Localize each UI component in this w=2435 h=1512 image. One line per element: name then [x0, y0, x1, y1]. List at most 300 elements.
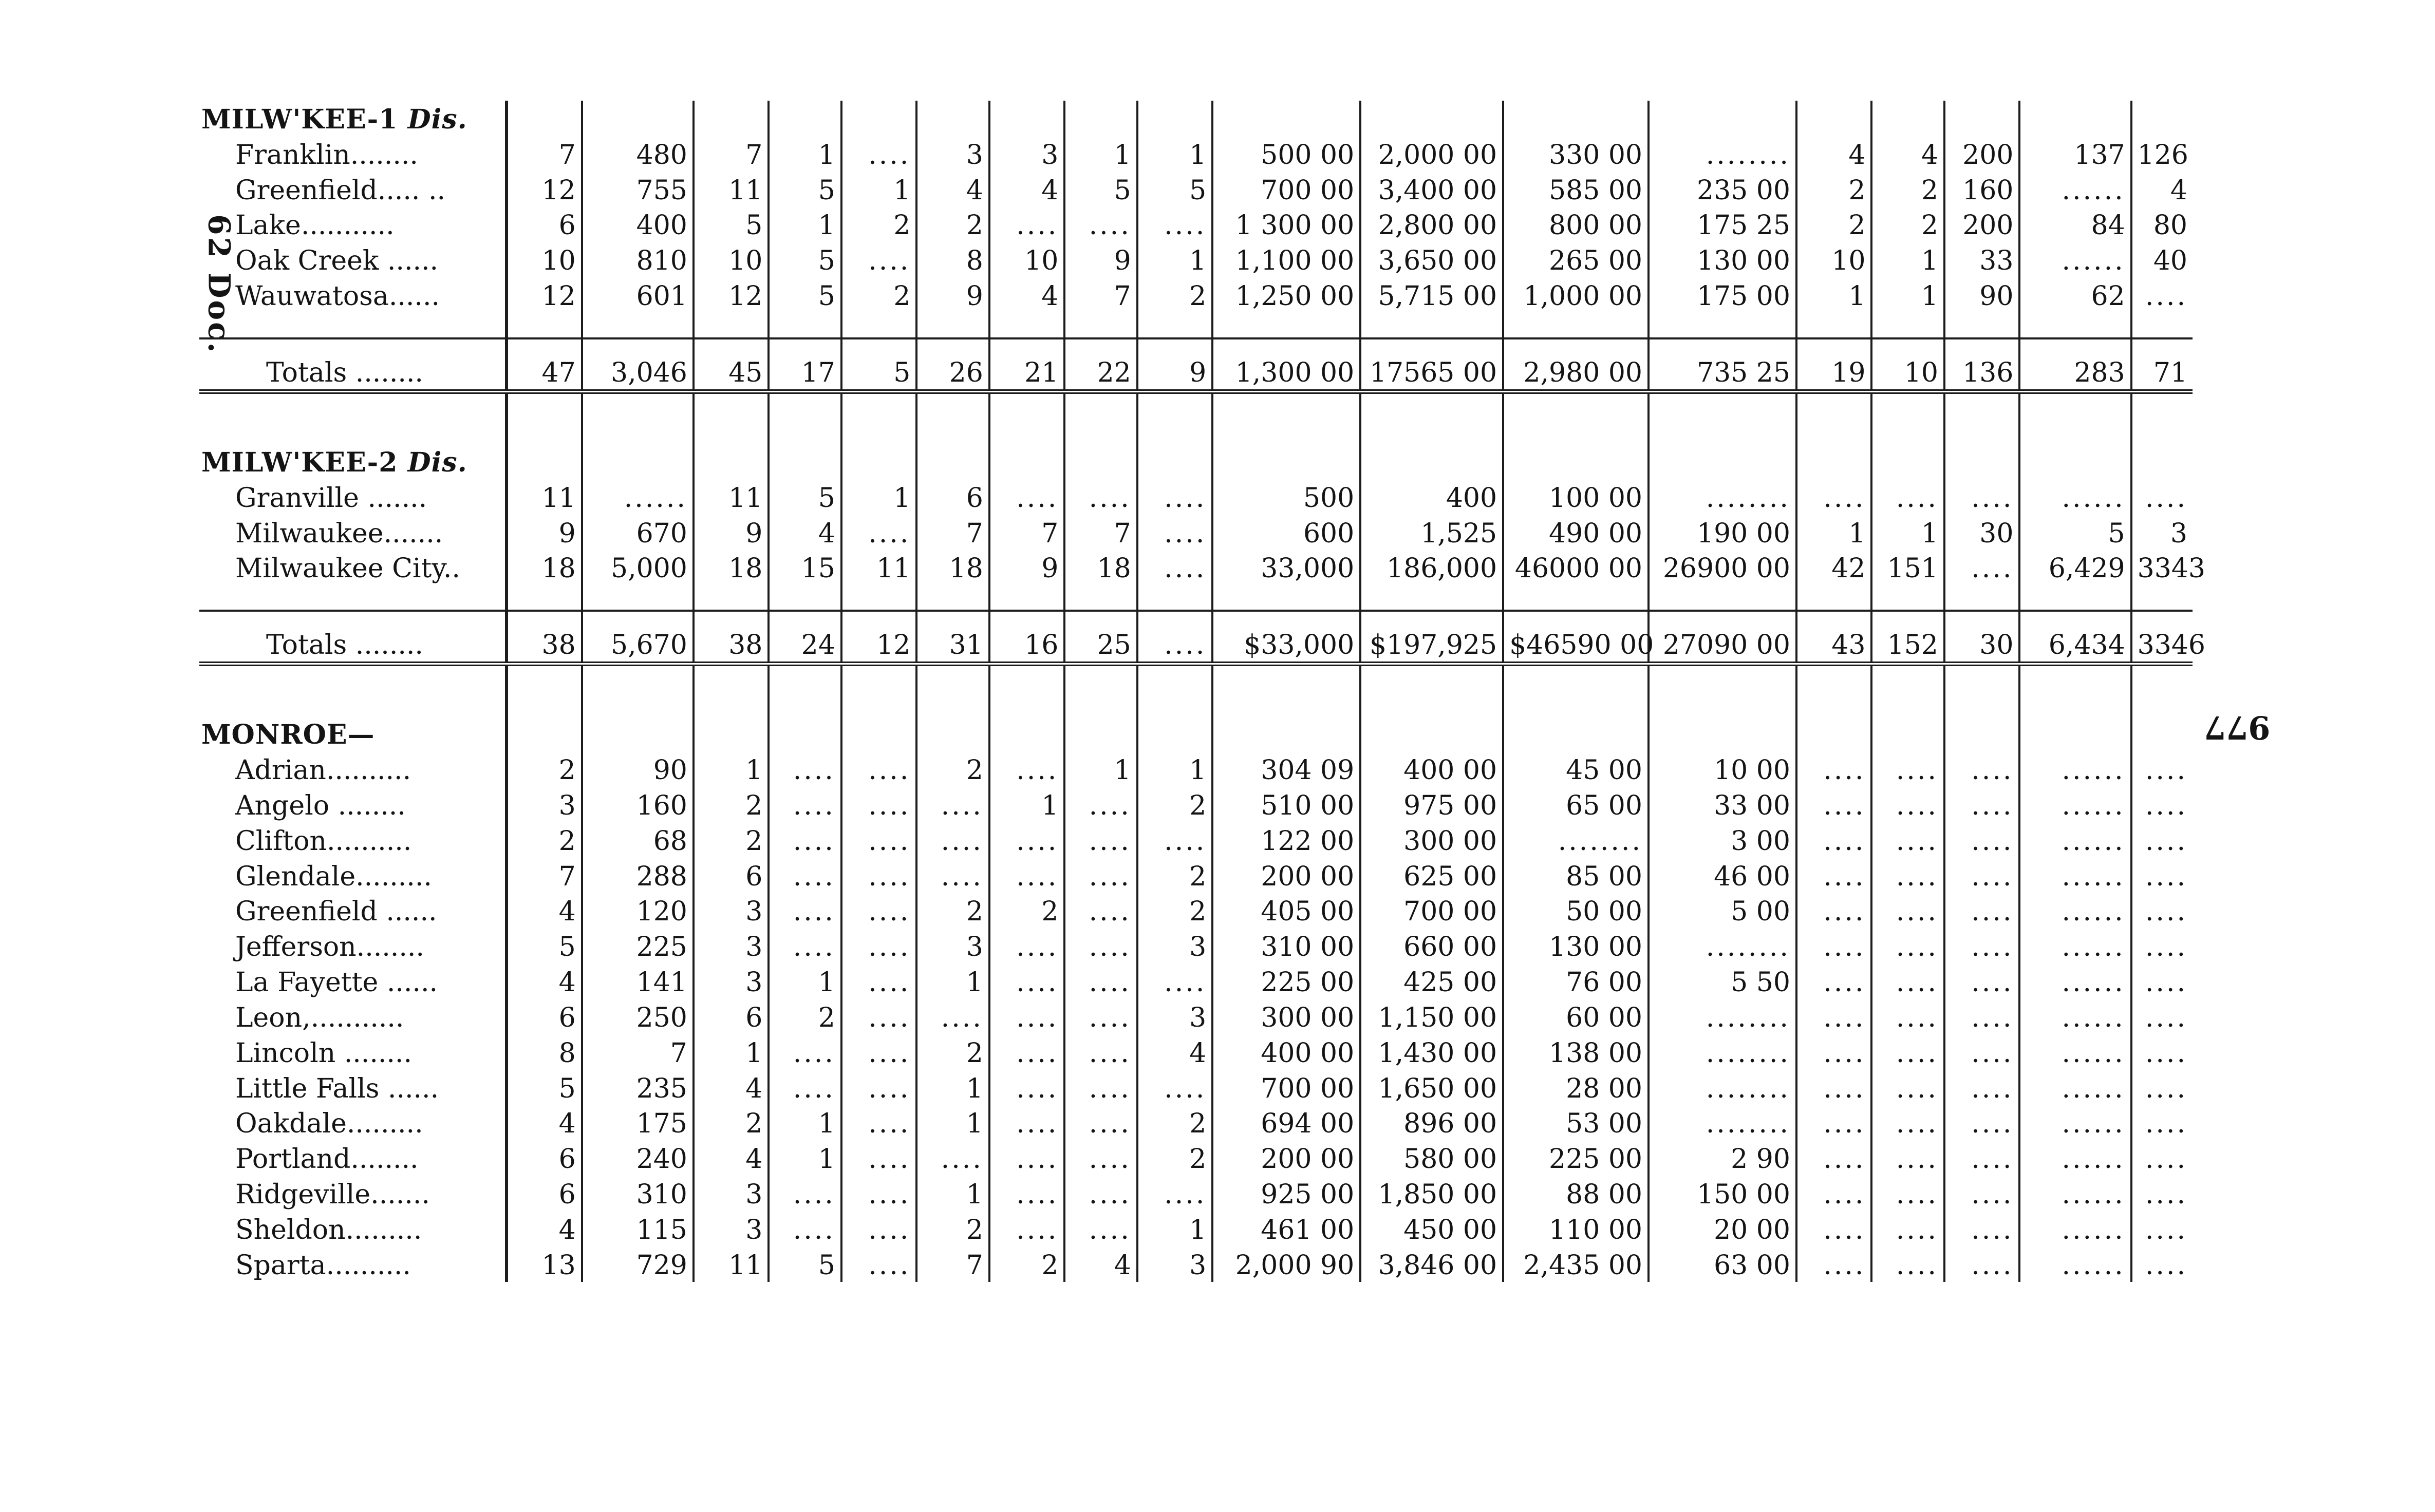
table-cell: 2: [1137, 893, 1213, 929]
blank-cell: [2131, 585, 2193, 610]
table-cell: 2: [1137, 787, 1213, 822]
table-cell: ......: [2019, 893, 2131, 929]
blank-cell: [1871, 101, 1944, 136]
table-cell: ......: [2019, 1140, 2131, 1176]
table-cell: ....: [1944, 893, 2020, 929]
table-cell: 2: [841, 207, 917, 242]
table-cell: 11: [507, 479, 582, 515]
totals-cell: 6,434: [2019, 611, 2131, 664]
totals-cell: 22: [1064, 338, 1137, 392]
table-cell: 5: [507, 1070, 582, 1105]
table-cell: 76 00: [1503, 963, 1649, 999]
blank-cell: [1212, 391, 1360, 444]
blank-cell: [1649, 585, 1796, 610]
table-cell: 2: [1871, 172, 1944, 207]
town-name: Milwaukee.......: [199, 515, 507, 550]
table-cell: 729: [582, 1246, 694, 1282]
blank-cell: [694, 444, 769, 479]
table-cell: 130 00: [1503, 928, 1649, 963]
totals-cell: 1,300 00: [1212, 338, 1360, 392]
table-cell: ....: [1796, 1070, 1872, 1105]
table-cell: ....: [841, 751, 917, 787]
table-cell: ....: [916, 822, 989, 858]
table-cell: 1: [1137, 242, 1213, 277]
table-cell: ....: [841, 1070, 917, 1105]
table-cell: ....: [1944, 1034, 2020, 1070]
table-cell: ....: [1871, 787, 1944, 822]
totals-label: Totals ........: [199, 338, 507, 392]
blank-cell: [2019, 101, 2131, 136]
totals-cell: 47: [507, 338, 582, 392]
table-cell: 45 00: [1503, 751, 1649, 787]
table-body: [199, 101, 2205, 1282]
table-cell: 3: [694, 893, 769, 929]
table-cell: ....: [1796, 751, 1872, 787]
town-name: Lake...........: [199, 207, 507, 242]
table-cell: ....: [989, 207, 1065, 242]
table-cell: ....: [989, 1176, 1065, 1211]
table-cell: ....: [1796, 928, 1872, 963]
totals-cell: 19: [1796, 338, 1872, 392]
totals-cell: 2,980 00: [1503, 338, 1649, 392]
blank-cell: [916, 313, 989, 338]
table-cell: 3,846 00: [1360, 1246, 1503, 1282]
table-cell: 110 00: [1503, 1211, 1649, 1246]
table-cell: ......: [2019, 1246, 2131, 1282]
totals-label: Totals ........: [199, 611, 507, 664]
table-cell: 13: [507, 1246, 582, 1282]
table-cell: 3: [1137, 1246, 1213, 1282]
table-cell: 235: [582, 1070, 694, 1105]
blank-cell: [1871, 716, 1944, 751]
blank-cell: [694, 664, 769, 716]
table-cell: 122 00: [1212, 822, 1360, 858]
blank-cell: [1944, 585, 2020, 610]
blank-cell: [1503, 391, 1649, 444]
table-cell: 3: [916, 928, 989, 963]
table-cell: ....: [1796, 999, 1872, 1034]
table-cell: ........: [1649, 1105, 1796, 1141]
table-cell: ....: [2145, 825, 2187, 857]
table-cell: 250: [582, 999, 694, 1034]
table-cell: ....: [916, 1140, 989, 1176]
table-cell: 755: [582, 172, 694, 207]
table-cell: 7: [694, 136, 769, 172]
table-row: [199, 207, 2193, 242]
table-cell: ....: [841, 928, 917, 963]
table-cell: 11: [841, 550, 917, 585]
totals-cell: 136: [1944, 338, 2020, 392]
blank-cell: [989, 585, 1065, 610]
table-cell: 7: [582, 1034, 694, 1070]
table-cell: ....: [1944, 1070, 2020, 1105]
table-cell: 3: [694, 1211, 769, 1246]
table-cell: 585 00: [1503, 172, 1649, 207]
blank-cell: [1796, 391, 1872, 444]
blank-cell: [916, 664, 989, 716]
table-cell: 5: [769, 242, 841, 277]
table-cell: ....: [916, 787, 989, 822]
blank-cell: [2019, 585, 2131, 610]
table-cell: 2: [916, 893, 989, 929]
table-cell: 4: [507, 963, 582, 999]
blank-cell: [1360, 716, 1503, 751]
table-cell: 53 00: [1503, 1105, 1649, 1141]
blank-cell: [1212, 585, 1360, 610]
table-cell: ....: [1871, 1246, 1944, 1282]
blank-cell: [582, 313, 694, 338]
blank-cell: [1212, 313, 1360, 338]
blank-cell: [769, 444, 841, 479]
table-cell: 1: [769, 1140, 841, 1176]
table-cell: 6: [507, 999, 582, 1034]
table-cell: ....: [1064, 1211, 1137, 1246]
table-cell: 6: [507, 1176, 582, 1211]
table-cell: 3: [1137, 928, 1213, 963]
table-cell: 1: [916, 1176, 989, 1211]
blank-cell: [989, 313, 1065, 338]
table-cell: 1: [841, 172, 917, 207]
table-cell: ....: [1796, 1105, 1872, 1141]
blank-cell: [1796, 313, 1872, 338]
table-row: [199, 1140, 2193, 1176]
blank-cell: [989, 664, 1065, 716]
blank-cell: [1212, 101, 1360, 136]
table-cell: ....: [989, 928, 1065, 963]
table-row: [199, 1034, 2193, 1070]
table-cell: 42: [1796, 550, 1872, 585]
totals-cell: 17: [769, 338, 841, 392]
table-cell: 4: [1137, 1034, 1213, 1070]
table-cell: 5 00: [1649, 893, 1796, 929]
blank-cell: [1871, 585, 1944, 610]
town-name: Greenfield..... ..: [199, 172, 507, 207]
blank-cell: [1360, 585, 1503, 610]
blank-cell: [1503, 444, 1649, 479]
table-cell: 1: [1796, 515, 1872, 550]
table-cell: 68: [582, 822, 694, 858]
table-cell: ....: [1944, 479, 2020, 515]
table-cell: ....: [2145, 861, 2187, 892]
table-cell: 400: [582, 207, 694, 242]
table-cell: ........: [1649, 136, 1796, 172]
blank-cell: [1944, 391, 2020, 444]
table-cell: 3: [916, 136, 989, 172]
blank-cell: [582, 391, 694, 444]
table-cell: 1,650 00: [1360, 1070, 1503, 1105]
table-cell: 5: [769, 277, 841, 313]
blank-cell: [1944, 716, 2020, 751]
table-cell: ....: [989, 1105, 1065, 1141]
table-cell: 1: [1137, 136, 1213, 172]
table-cell: 137: [2019, 136, 2131, 172]
table-cell: 4: [1871, 136, 1944, 172]
table-row: [199, 751, 2193, 787]
town-name: La Fayette ......: [199, 963, 507, 999]
table-cell: 20 00: [1649, 1211, 1796, 1246]
table-cell: ....: [2145, 1214, 2187, 1245]
table-cell: ....: [1796, 1246, 1872, 1282]
table-cell: ....: [1871, 963, 1944, 999]
totals-cell: 43: [1796, 611, 1872, 664]
table-cell: ....: [2145, 1037, 2187, 1069]
table-cell: 6: [507, 1140, 582, 1176]
table-cell: 1: [694, 751, 769, 787]
totals-cell: 735 25: [1649, 338, 1796, 392]
table-cell: ....: [1064, 963, 1137, 999]
table-cell: 120: [582, 893, 694, 929]
table-row: [199, 928, 2193, 963]
table-cell: 4: [507, 1211, 582, 1246]
table-cell: 50 00: [1503, 893, 1649, 929]
table-cell: ....: [989, 1034, 1065, 1070]
table-cell: 2: [916, 207, 989, 242]
table-cell: 925 00: [1212, 1176, 1360, 1211]
table-cell: 975 00: [1360, 787, 1503, 822]
totals-cell: $33,000: [1212, 611, 1360, 664]
table-cell: 7: [1064, 515, 1137, 550]
blank-cell: [841, 313, 917, 338]
table-cell: 1: [769, 136, 841, 172]
table-cell: ....: [989, 999, 1065, 1034]
table-cell: 160: [582, 787, 694, 822]
table-cell: 9: [694, 515, 769, 550]
table-row: [199, 787, 2193, 822]
table-cell: ....: [841, 136, 917, 172]
table-cell: 130 00: [1649, 242, 1796, 277]
table-cell: 4: [2170, 175, 2187, 206]
table-cell: 90: [582, 751, 694, 787]
table-cell: ....: [1871, 928, 1944, 963]
table-cell: ....: [1137, 515, 1213, 550]
table-cell: 2: [1137, 858, 1213, 893]
table-cell: 2: [507, 822, 582, 858]
blank-cell: [1871, 664, 1944, 716]
blank-cell: [1137, 444, 1213, 479]
totals-cell: 5,670: [582, 611, 694, 664]
blank-cell: [769, 391, 841, 444]
table-cell: ....: [841, 242, 917, 277]
table-cell: 625 00: [1360, 858, 1503, 893]
table-cell: 33,000: [1212, 550, 1360, 585]
table-cell: 6: [694, 999, 769, 1034]
table-cell: 225 00: [1503, 1140, 1649, 1176]
table-cell: ........: [1649, 928, 1796, 963]
town-name: Oakdale.........: [199, 1105, 507, 1141]
blank-cell: [2131, 444, 2193, 479]
table-cell: ....: [1064, 1140, 1137, 1176]
totals-cell: 5: [841, 338, 917, 392]
table-cell: ....: [989, 963, 1065, 999]
table-row: [199, 1246, 2193, 1282]
blank-cell: [769, 585, 841, 610]
totals-cell: 3,046: [582, 338, 694, 392]
blank-cell: [1360, 391, 1503, 444]
table-cell: 800 00: [1503, 207, 1649, 242]
table-cell: ....: [769, 787, 841, 822]
totals-cell: 9: [1137, 338, 1213, 392]
blank-cell: [1649, 313, 1796, 338]
table-cell: ....: [1944, 751, 2020, 787]
table-cell: 694 00: [1212, 1105, 1360, 1141]
table-cell: ....: [769, 1070, 841, 1105]
blank-cell: [1137, 101, 1213, 136]
totals-cell: 10: [1871, 338, 1944, 392]
table-cell: ....: [1796, 787, 1872, 822]
section-title: MONROE—: [201, 719, 375, 751]
table-cell: ......: [2019, 1176, 2131, 1211]
table-cell: 425 00: [1360, 963, 1503, 999]
table-cell: 175: [582, 1105, 694, 1141]
blank-cell: [1064, 444, 1137, 479]
table-cell: 4: [916, 172, 989, 207]
table-cell: ....: [1944, 550, 2020, 585]
table-cell: 10: [507, 242, 582, 277]
table-cell: ........: [1649, 1034, 1796, 1070]
table-cell: 9: [1064, 242, 1137, 277]
blank-cell: [582, 444, 694, 479]
blank-cell: [1944, 664, 2020, 716]
table-cell: ....: [1064, 207, 1137, 242]
table-cell: 310: [582, 1176, 694, 1211]
section-heading: [199, 716, 507, 751]
blank-cell: [916, 716, 989, 751]
table-cell: 3: [694, 928, 769, 963]
totals-cell: 16: [989, 611, 1065, 664]
table-cell: 11: [694, 1246, 769, 1282]
blank-cell: [2131, 664, 2193, 716]
table-cell: 5 50: [1649, 963, 1796, 999]
table-cell: 3: [2170, 518, 2187, 549]
table-cell: 8: [916, 242, 989, 277]
table-cell: ....: [841, 1140, 917, 1176]
totals-cell: 31: [916, 611, 989, 664]
table-cell: 5,715 00: [1360, 277, 1503, 313]
table-cell: ....: [1796, 858, 1872, 893]
table-cell: ......: [2019, 787, 2131, 822]
table-cell: 2: [1137, 277, 1213, 313]
table-cell: ....: [1871, 858, 1944, 893]
table-cell: ......: [2019, 822, 2131, 858]
table-cell: 18: [694, 550, 769, 585]
blank-cell: [2131, 101, 2193, 136]
table-cell: 3,400 00: [1360, 172, 1503, 207]
table-cell: ....: [989, 1211, 1065, 1246]
table-cell: 60 00: [1503, 999, 1649, 1034]
table-cell: 190 00: [1649, 515, 1796, 550]
doc-number-margin-label: 62 Doc.: [201, 214, 237, 355]
table-cell: ....: [841, 893, 917, 929]
table-cell: 1: [1796, 277, 1872, 313]
table-row: [199, 1211, 2193, 1246]
town-name: Clifton..........: [199, 822, 507, 858]
town-name: Oak Creek ......: [199, 242, 507, 277]
table-cell: ........: [1649, 1070, 1796, 1105]
table-cell: 10: [694, 242, 769, 277]
table-cell: 6: [507, 207, 582, 242]
table-cell: 1: [694, 1034, 769, 1070]
page-number: 977: [2204, 709, 2271, 746]
table-cell: ....: [2145, 967, 2187, 998]
town-name: Glendale.........: [199, 858, 507, 893]
section-title: MILW'KEE-2: [201, 446, 398, 478]
blank-cell: [2019, 444, 2131, 479]
table-cell: 300 00: [1360, 822, 1503, 858]
table-cell: ......: [2019, 928, 2131, 963]
table-cell: 2: [916, 1211, 989, 1246]
table-cell: ....: [841, 822, 917, 858]
table-cell: 33 00: [1649, 787, 1796, 822]
table-cell: 186,000: [1360, 550, 1503, 585]
table-cell: 62: [2019, 277, 2131, 313]
table-cell: ....: [916, 858, 989, 893]
table-cell: 4: [769, 515, 841, 550]
blank-cell: [1649, 444, 1796, 479]
table-cell: ......: [2019, 242, 2131, 277]
table-cell: ....: [1871, 1105, 1944, 1141]
blank-cell: [199, 664, 507, 716]
table-cell: ....: [769, 1211, 841, 1246]
blank-cell: [769, 664, 841, 716]
table-cell: 330 00: [1503, 136, 1649, 172]
table-cell: ....: [1796, 963, 1872, 999]
town-name: Sparta..........: [199, 1246, 507, 1282]
table-cell: 300 00: [1212, 999, 1360, 1034]
table-cell: 33: [1944, 242, 2020, 277]
table-cell: ....: [1871, 751, 1944, 787]
blank-cell: [199, 391, 507, 444]
table-cell: ....: [841, 1176, 917, 1211]
table-cell: 40: [2153, 245, 2187, 277]
blank-cell: [989, 716, 1065, 751]
table-cell: ......: [582, 479, 694, 515]
table-cell: 4: [989, 277, 1065, 313]
table-cell: ....: [1944, 1105, 2020, 1141]
table-cell: 1: [1871, 242, 1944, 277]
table-cell: 88 00: [1503, 1176, 1649, 1211]
blank-cell: [1064, 101, 1137, 136]
table-cell: ....: [1137, 479, 1213, 515]
table-cell: 2 90: [1649, 1140, 1796, 1176]
table-cell: 9: [989, 550, 1065, 585]
table-cell: 46000 00: [1503, 550, 1649, 585]
blank-cell: [507, 716, 582, 751]
table-cell: ....: [1871, 1070, 1944, 1105]
table-cell: ....: [989, 479, 1065, 515]
blank-cell: [582, 585, 694, 610]
town-name: Adrian..........: [199, 751, 507, 787]
table-cell: 500 00: [1212, 136, 1360, 172]
table-cell: ....: [1064, 822, 1137, 858]
table-cell: ....: [769, 928, 841, 963]
table-cell: ....: [2145, 1073, 2187, 1104]
table-cell: 9: [507, 515, 582, 550]
table-cell: 175 25: [1649, 207, 1796, 242]
blank-cell: [694, 391, 769, 444]
town-name: Portland........: [199, 1140, 507, 1176]
table-cell: ....: [769, 858, 841, 893]
table-cell: 4: [507, 893, 582, 929]
blank-cell: [507, 313, 582, 338]
table-cell: ....: [989, 751, 1065, 787]
table-cell: ....: [2145, 281, 2187, 312]
blank-cell: [1360, 101, 1503, 136]
table-cell: ......: [2019, 1105, 2131, 1141]
table-cell: 5,000: [582, 550, 694, 585]
table-cell: 480: [582, 136, 694, 172]
table-cell: ....: [1064, 1105, 1137, 1141]
table-cell: ....: [1796, 893, 1872, 929]
